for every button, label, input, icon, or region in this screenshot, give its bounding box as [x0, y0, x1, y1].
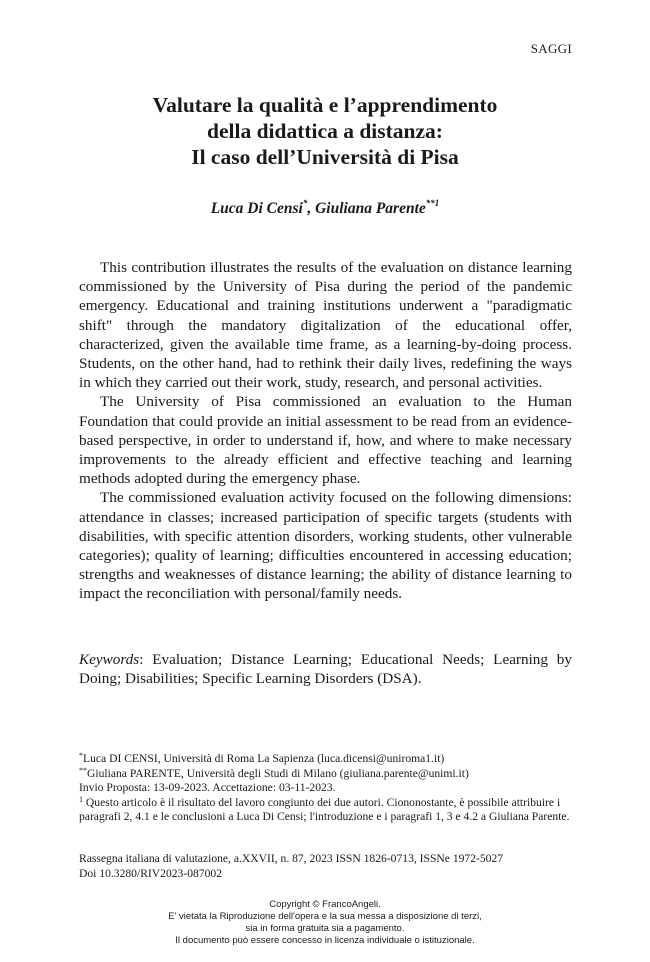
author-2-mark: **1 — [425, 198, 440, 208]
footnote-1 — [79, 752, 572, 767]
journal-info — [79, 852, 572, 881]
keywords — [79, 650, 572, 688]
footnote-1-text: Luca DI CENSI, Università di Roma La Sapienza (luca.dicensi@uniroma1.it) — [83, 752, 445, 765]
abstract-paragraph: The University of Pisa commissioned an evaluation to the Human Foundation that could provide an initial assessment to be read from an evidence-based perspective, in order to understand if, how, and where to make necessary improvements to the already efficient and effective teaching and learning methods adopted during the emergency phase. — [79, 393, 572, 488]
author-1: Luca Di Censi — [210, 200, 303, 217]
footnote-3-mark: 1 — [79, 794, 83, 804]
title-line-1: Valutare la qualità e l’apprendimento — [152, 93, 498, 117]
abstract-paragraph: This contribution illustrates the results of the evaluation on distance learning commissioned by the University of Pisa during the period of the pandemic emergency. Educational and training institutions underwent a "paradigmatic shift" through the mandatory digitalization of the educational offer, characterized, given the available time frame, as a learning-by-doing process. Students, on the other hand, had to rethink their daily lives, redefining the ways in which they carried out their work, study, research, and personal activities. — [79, 259, 572, 392]
footnote-1-mark: * — [79, 751, 83, 760]
author-1-mark: * — [302, 198, 308, 208]
abstract — [79, 258, 572, 604]
author-2: Giuliana Parente — [315, 200, 426, 217]
keywords-label: Keywords — [79, 651, 140, 668]
footnotes — [79, 752, 572, 825]
copyright-notice — [0, 899, 650, 947]
copyright-line-1: Copyright © FrancoAngeli. — [269, 899, 381, 910]
journal-citation: Rassegna italiana di valutazione, a.XXVII, n. 87, 2023 ISSN 1826-0713, ISSNe 1972-5027 — [79, 852, 504, 865]
copyright-line-4: Il documento può essere concesso in licenza individuale o istituzionale. — [175, 935, 475, 946]
footnote-2-mark: ** — [79, 765, 87, 775]
abstract-paragraph: The commissioned evaluation activity focused on the following dimensions: attendance in classes; increased participation of specific targets (students with disabilities, with specific attention disorders, working students, other vulnerable categories); quality of learning; difficulties encountered in accessing education; strengths and weaknesses of distance learning; the ability of distance learning to impact the reconciliation with personal/family needs. — [79, 489, 572, 603]
doi: Doi 10.3280/RIV2023-087002 — [79, 866, 222, 880]
footnote-2 — [79, 767, 572, 782]
author-list — [78, 200, 572, 218]
section-tag: SAGGI — [530, 41, 572, 56]
article-title — [78, 92, 572, 170]
copyright-line-2: E’ vietata la Riproduzione dell'opera e la sua messa a disposizione di terzi, — [168, 911, 482, 922]
title-line-3: Il caso dell’Università di Pisa — [191, 145, 459, 169]
copyright-line-3: sia in forma gratuita sia a pagamento. — [245, 923, 405, 934]
footnote-2-text: Giuliana PARENTE, Università degli Studi di Milano (giuliana.parente@unimi.it) — [87, 766, 469, 780]
keywords-text: : Evaluation; Distance Learning; Educational Needs; Learning by Doing; Disabilities; Specific Learning Disorders (DSA). — [79, 651, 572, 688]
submission-dates: Invio Proposta: 13-09-2023. Accettazione: 03-11-2023. — [79, 781, 336, 795]
footnote-3-text: Questo articolo è il risultato del lavoro congiunto dei due autori. Ciononostante, è possibile attribuire i paragrafi 2, 4.1 e le conclusioni a Luca Di Censi; l'introduzione e i paragrafi 1, 3 e 4.2 a Giuliana Parente. — [79, 795, 570, 824]
author-separator: , — [307, 200, 316, 217]
footnote-3 — [79, 796, 572, 825]
title-line-2: della didattica a distanza: — [207, 119, 443, 143]
